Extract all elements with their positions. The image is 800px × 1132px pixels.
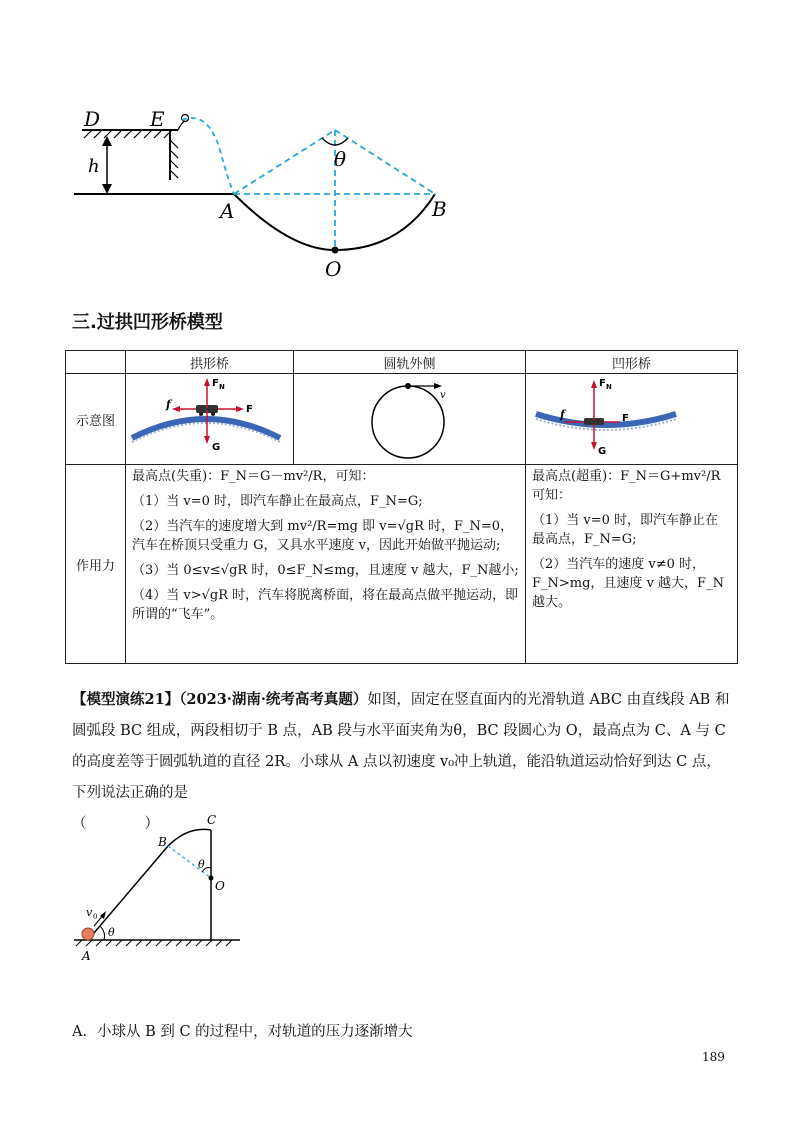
row-label-force: 作用力 (66, 465, 126, 664)
label-h: h (88, 156, 100, 177)
arch-label-fn-sub: N (219, 383, 225, 391)
concave-force-line: 最高点(超重)：F_N＝G+mv²/R 可知： (532, 469, 721, 503)
arch-force-line: （1）当 v=0 时，即汽车静止在最高点，F_N=G; (132, 494, 423, 509)
label-E: E (150, 107, 165, 131)
table-header-empty (66, 351, 126, 374)
arch-bridge-diagram (126, 374, 292, 460)
label-O: O (325, 257, 342, 280)
concave-force-line: （1）当 v=0 时，即汽车静止在最高点，F_N=G; (532, 513, 719, 547)
label-A: A (220, 199, 235, 223)
table-header-circle: 圆轨外侧 (294, 351, 526, 374)
circle-track-diagram (294, 374, 524, 460)
label-B: B (432, 197, 447, 221)
label-v0-sub: 0 (93, 913, 98, 921)
label-O2: O (215, 879, 225, 893)
arch-force-line: （4）当 v>√gR 时，汽车将脱离桥面，将在最高点做平抛运动，即所谓的“飞车”。 (132, 588, 519, 622)
concave-label-g: G (598, 446, 607, 457)
problem-source: （2023·湖南·统考高考真题） (179, 691, 368, 708)
problem-blank: （ ） (72, 816, 159, 832)
table-row-diagram (66, 374, 738, 465)
arch-force-cell (126, 465, 526, 664)
section-title: 三.过拱凹形桥模型 (72, 312, 223, 333)
arch-label-f-cap: F (246, 404, 253, 415)
arch-force-line: 最高点(失重)：F_N＝G－mv²/R，可知： (132, 469, 375, 484)
label-v0: v (86, 906, 93, 919)
concave-force-line: （2）当汽车的速度 v≠0 时，F_N>mg，且速度 v 越大，F_N越大。 (532, 557, 724, 610)
arch-force-line: （2）当汽车的速度增大到 mv²/R=mg 即 v=√gR 时，F_N=0，汽车在桥顶只受重力 G，又具水平速度 v，因此开始做平抛运动; (132, 519, 514, 553)
concave-label-fn-sub: N (606, 383, 612, 391)
arch-force-line: （3）当 0≤v≤√gR 时，0≤F_N≤mg，且速度 v 越大，F_N越小; (132, 563, 519, 578)
concave-label-f: f (560, 408, 565, 421)
label-theta-bottom: θ (108, 926, 115, 939)
table-header-row (66, 351, 738, 374)
label-theta: θ (334, 147, 347, 171)
problem-text: 如图，固定在竖直面内的光滑轨道 ABC 由直线段 AB 和圆弧段 BC 组成，两段相切于 B 点，AB 段与水平面夹角为θ，BC 段圆心为 O，最高点为 C、A 与 C 的高度差等于圆弧轨道的直径 2R。小球从 A 点以初速度 v₀冲上轨道，能沿轨道运动恰好到达 C 点，下列说法正确的是 (72, 692, 730, 801)
concave-label-fn: F (599, 378, 606, 389)
arch-label-g: G (212, 442, 221, 453)
table-header-arch: 拱形桥 (126, 351, 294, 374)
table-row-force (66, 465, 738, 664)
concave-force-cell (526, 465, 738, 664)
figure-track-diagram (70, 100, 470, 280)
page-number: 189 (702, 1050, 725, 1064)
label-theta-top: θ (198, 858, 205, 871)
label-B2: B (158, 835, 167, 849)
label-D: D (84, 107, 101, 131)
circle-label-v: v (440, 390, 446, 401)
table-header-concave: 凹形桥 (526, 351, 738, 374)
arch-label-f: f (166, 398, 171, 411)
option-a[interactable]: A．小球从 B 到 C 的过程中，对轨道的压力逐渐增大 (72, 1024, 413, 1040)
model-table (65, 350, 738, 664)
concave-label-f-cap: F (622, 413, 629, 424)
concave-bridge-diagram (526, 374, 736, 460)
row-label-diagram: 示意图 (66, 374, 126, 465)
arch-label-fn: F (212, 378, 219, 389)
figure-incline-arc (70, 812, 270, 972)
problem-tag: 【模型演练21】 (72, 691, 180, 708)
label-A2: A (82, 949, 91, 963)
label-C2: C (207, 813, 217, 827)
